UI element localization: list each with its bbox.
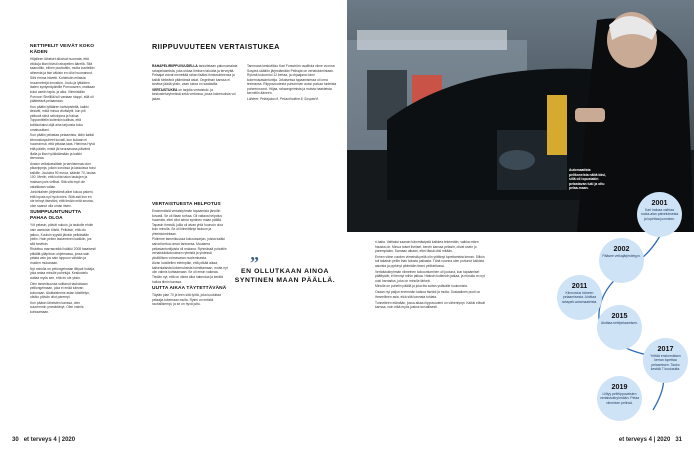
sidebar-paragraph: Nyt minulla on peliongelmaan liittyvä hoitaja, joka antaa minulle puheluja. Keskustelu auttaa myös sen, että en ole yksin. [30, 266, 95, 280]
sidebar-paragraph: Kun päätin lyttäären kahvipisteltä, kaikki tiesivät, mikä minua viivästytti, kun piti pelkuvä siinä sellutrjona ja hakua. Toppantttelin kuitenkin kallista, että kolikkokaksi olijä aina tarjousta koko omaisuuttani. [30, 104, 89, 132]
sidebar-paragraph: Yöt pelasin, päivät nukuin, ja taukolle ehdin vain aamuisin töistä. Pelkäsin, että olo jatkuu, Kuuluin syystä jäinkin pelkästään peliin. Hain pelien laskeminen kaikkiin, jos sitä tarvitsin. [30, 223, 94, 246]
timeline-item [597, 305, 642, 350]
intro-column-2 [247, 64, 337, 164]
sidebar-paragraph: Kun päätin pelastaa pelaamista, äidin kaikki kiinnostuspuheet kuvaili, kun kukaan ei huomannut, että pelaiaa taas. Hienima Hyvä että päätin, mistä jäi seuraavana päivänä illalla ja illan hyökkäämään ja kaikki tienvaraa. [30, 133, 95, 161]
quote-mark-icon: ” [250, 253, 259, 273]
timeline-text: Aloittaa nettipelaamisen. [601, 321, 638, 325]
timeline-year: 2017 [657, 344, 674, 353]
timeline-year: 2001 [651, 198, 668, 207]
timeline-item [557, 275, 602, 320]
sidebar-paragraph: Ristottuu marrasvelkki Isäkkö 2008 tasaisesti pitkällä-ylläpitoon ohjelmassa, jossa sain pelata vain jos sain loppuun vähään ja muiden mukanaan. [30, 247, 96, 265]
timeline-item [599, 238, 644, 283]
photo-caption: Automaatista pelikoneista näitä käsi, sillä oli lopustakin pelastavan tuki ja oltu pelaa-maan. [569, 168, 606, 190]
sidebar-paragraph: Siihi emma hävetti. Kohtelutin erilaisia muunnelmija innostuin. Joulu-ja lyttäären lasten syntymäpäiville Porvooseen, matkaan kulut aseiin tapla- ja aika. Viimeistään Porvoon Shellillä tuli vastaan stoppi, sillä oli päätettävä pelaamaan. [30, 76, 96, 104]
page-footer-left [12, 437, 75, 443]
article-title: RIIPPUVUUTEEN VERTAISTUKEA [152, 42, 280, 51]
timeline-item [643, 338, 688, 383]
timeline-text: Yrittää ensimmäisen kerran lopettaa pelaamisen. Tauko kestää 7 kuukautta. [650, 354, 681, 371]
timeline-text: Pääsee velkajärjestelyyn. [602, 254, 641, 258]
intro-column-1 [152, 64, 240, 164]
sidebar-paragraph: Hiljalleen läheiset alkoivat huomata, että viikkoja tilani tiivisti rahapelien äärellä. Sitä saanottiin, eiihen puuttuttiin, mutta kuviteltiin aiheesta ja itse väkisin en ollut huomannut. [30, 57, 95, 75]
timeline-text: Kiinnostus häneen pelaamisesta. Aloittaa rahapeli-automaateista. [561, 291, 598, 304]
intro-kicker: RAHAPELIRIIPPUVUUDELLA [152, 64, 198, 68]
intro-kicker-2: VERTAISTUKEA [152, 87, 178, 92]
timeline-year: 2019 [611, 382, 628, 391]
pull-quote: EN OLLUTKAAN AINOA SYNTINEN MAAN PÄÄLLÄ. [234, 268, 336, 284]
timeline-item [597, 376, 642, 421]
body-paragraph: Tunnetteen elämään, jossa aikaa riippuvuuteni on vähentynyt. Kaikki elävät kanssa, voin elää myös joskus turvallisesti. [375, 300, 485, 310]
timeline-year: 2015 [611, 311, 628, 320]
timeline-year: 2002 [613, 244, 630, 253]
sidebar-paragraph: Olen tammikuussa soittanut taukoisaan pelliongelmaan, joka ei enää tulevan kokonaan. Aloittaisimme asian käsittelyn, olisiko päivän ollut parempi. [30, 281, 90, 300]
sidebar-column [30, 42, 96, 432]
right-page [347, 0, 694, 450]
body-paragraph: Pidimme tammikuussa kokoussarjan, joissa kaikki saivat kertoa oman tarinansa. Muutama peliasiantuntijoista oli mukana. Ryhmässä puhuttiin vertaistukikokouksen rytmistä ja yhdessä yksilöllisen voimavaran nuolemisesta. [152, 237, 227, 260]
page-footer-right [619, 437, 682, 443]
source-note: Lähteet: Pelirajaton.fi, Peluurihotline.fi, Sosped.fi. [247, 97, 319, 102]
body-paragraph: Vertaistukiryhmän viimeinen kokoontuminen oli jouluna, kun tapaamiset päättyivät, ei tiennyt mihin jatkaa. Halusin kuitenkin jatkaa, ja minulla on nyt uusi harrastus, joka on minulle tärkeä. [375, 269, 485, 283]
sidebar-paragraph: Avasin velkakassittain ja tarvitsemaa oton pikavippeja, jolloin koroissa ja laskuissa hoisi kaikille. Jouluina 90 euroa, säästin 70, laulaa 100. Meriin, että kohta talon laskujen ja maksan pois vellissi. Sitä sitä myti ole valaikkaan vallan. [30, 161, 96, 189]
intro-text: tarkoitetaan pakonomaista rahapelaamista, joka uhkaa ihmisen taloutta ja terveyttä. Pelaajat voivat menettää rahan lisäksi ihmissuhteensa ja kaikki tärkeänä pitämänsä asiat. Ongelman kanssa ei tarvitse jäädä yksin, vaan tukea on saatavilla. [152, 64, 238, 87]
body-paragraph: Minulla on puhelin päällä ja joka ilta soitan ystävälle kuulumisia. [375, 284, 468, 289]
sidebar-heading-2: SUMPPUUNTUNUTTA PAHAA OLOA [30, 210, 82, 222]
intro-text-2: on tarjolla vertaistuki- ja keskusteluryhmissä sekä verkossa, jossa kokemuksia voi jakaa. [152, 87, 236, 102]
sidebar-heading-1: NETTIPELIT VEIVÄT KOKO KÄDEN [30, 44, 95, 55]
body-paragraph: Ensimmäisiä vertaistyhmän tapaamisia jännitin kovasti. Se oli iltaan turhaa. Oli valtava helpotus huomata, ettei ollut ainoa syntinen maan päällä. Tapasin ihmisiä, joilla oli aivan yhtä huonoin oloa kuin minulla. Se oli kiinnittänyt tauluun ja yhteistoimintaan. [152, 209, 223, 236]
body-paragraph: Osaan nyt paljon enemmän katsoa itseäni ja muita. Sosiaalinen puoli on ihmeellinen asia, eikä sitä kannata tuhlata. [375, 290, 481, 299]
next-heading: UUTTA AIKAA TÄYTETTÄVÄNÄ [152, 286, 227, 292]
body-paragraph: ri-takia. Valtiaksi saanan hämmästystä kaikkea tekemään, vaikka miten hauska on. Minua toiset ihmiset, kenen kanssa pelasin, olivat usein jo parempiakin. Samaan aikaan, ettei tässä olisi mitään. [375, 240, 479, 254]
magazine-name: et terveys 4 | 2020 [23, 437, 76, 443]
page-number: 30 [12, 437, 19, 443]
timeline-year: 2011 [571, 281, 588, 290]
help-heading: VERTAISTUESTA HELPOTUS [152, 202, 221, 207]
timeline-text: Liittyy peliriippuvaisten vertaistukiryhmään. Pelaa viimeisen pelinsä. [600, 392, 640, 405]
sidebar-paragraph: Jonkinlainen järjestämä aikei kokoa pakeni, että loputa nyt hyvä mies. Siitä asti kun en ole tehnyt itsestäni, että tiedän mitä seuraa, olen saanut olla oman itseni. [30, 190, 94, 208]
sidebar-paragraph: Kun pääsin läheisten kanssa, olen suuremmin ymmärtänyt. Olen valmis kohtaamaan. [30, 300, 84, 315]
intro-text-3: Tammana keskiviikko Kari Forsström osallistui viime vuonna Sosped-säätiön järjestämään Pelirajat on vertaistoimintaan. Ryhmä kokoontui 12 kertaa, ja ohjaajana toimi kokemusasiantuntija. Jokaisessa tapaamisessa oli oma teemansa. Riippuvuudesta puhuminen avasi purkaa tunteista puheenvuorot. Hiljaa, rahaongelmista ja muista haasteista kerrottiin ääneen. [247, 64, 337, 96]
page-number: 31 [675, 437, 682, 443]
magazine-name: et terveys 4 | 2020 [618, 437, 671, 443]
body-column [152, 200, 228, 428]
body-paragraph: Ennen viime vuoden viimeistä peliä olin yrittänyt lopettamista kerran. Silloin tuli takaisin peliin ihan tutusta paikasta. Tänä vuonna olen puhunut kaikista asioista ja pyrkinyt pitämään itseni pelikiellossa. [375, 254, 485, 268]
body-paragraph: Aivan luokitellen eteenpäin, että pitkää aikaa, kaikenlaisista kokemuksista toimittamaan, mutta nyt olin valmis kohtaamaan. Se oli ensin vaikeaa. Tiedän nyt, että on oikea aika hakeutua ja kerätä hoitoa tiimin kanssa. [152, 261, 228, 284]
body-paragraph: Täytän pian 70 ja teen sitä työtä, joka kouluttaa pelaajia tukemaan muita. Rytmi on entistä rauhallisempi, ja se on hyvä juttu. [152, 293, 221, 307]
timeline-text: Kari haluaa vaihtaa ruoka-alan palveluksesta ja lopettaa juomisen. [640, 208, 679, 221]
timeline-item [637, 192, 682, 237]
